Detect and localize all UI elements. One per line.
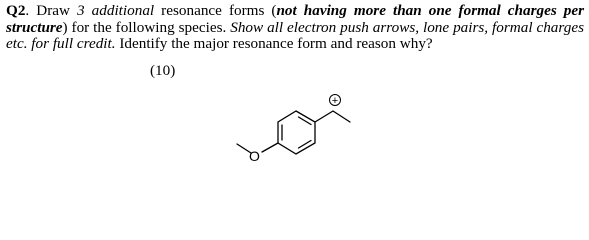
question-text: Q2. Draw 3 additional resonance forms (not having more than one formal charges per structure) for the following species. Show all electron push arrows, lone pairs, formal charges etc. for full credit. Identify the major resonance form and reason why? [6, 2, 585, 52]
oxygen-atom-label: O [249, 148, 260, 164]
bond-ring-oxygen [262, 143, 278, 152]
question-instructions: Show all electron push arrows, lone pairs, formal charges etc. for full credit. [6, 18, 584, 52]
bond-ring-cation [315, 111, 333, 122]
formal-charge-symbol: + [331, 95, 339, 107]
points-value: (10) [150, 62, 176, 79]
bond-cation-methyl [333, 111, 350, 122]
benzene-ring [278, 111, 315, 154]
question-number: Q2 [6, 2, 26, 19]
question-emphasis: not having more than one formal charges per structure [6, 2, 585, 36]
